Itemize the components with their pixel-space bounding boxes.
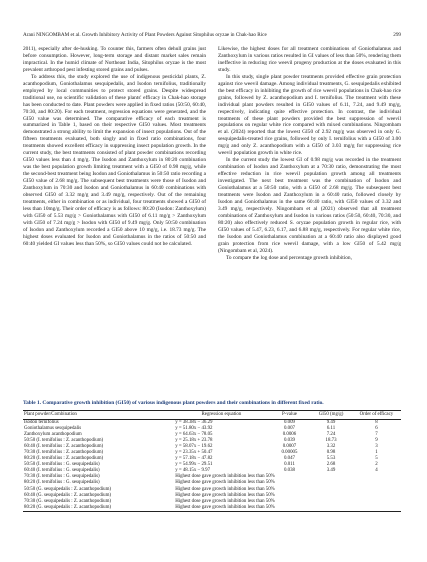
- table-body: [23, 420, 401, 512]
- left-column: [23, 46, 206, 248]
- paragraph: Likewise, the highest doses for all treatment combinations of Goniothalamus and Zanthoxylum in various ratios resulted in GI values of less than 50%, rendering them ineffective in reducing rice weevil progeny production at the doses evaluated in this study.: [218, 46, 401, 73]
- paragraph: 2011), especially after de-husking. To counter this, farmers often dehull grains just before consumption. However, long-term storage and distant market sales remain impractical. In the humid climate of Northeast India, Sitophilus oryzae is the most prevalent arthropod pest infesting stored grains and pulses.: [23, 46, 206, 73]
- cell-order: 1: [375, 450, 378, 456]
- cell-regression: y = 64.63x − 78.05: [175, 432, 213, 438]
- cell-pvalue: 0.00005: [281, 450, 298, 456]
- cell-regression: Highest dose gave growth inhibition less than 50%: [175, 492, 275, 498]
- cell-regression: y = 23.35x + 50.47: [175, 450, 213, 456]
- cell-pvalue: 0.039: [283, 438, 295, 444]
- cell-regression: y = 58.07x − 19.62: [175, 444, 213, 450]
- table-header-row: [23, 411, 401, 420]
- page-number: 299: [393, 32, 401, 38]
- column-header-regression: Regression equation: [174, 411, 269, 420]
- cell-plant: 60:40 (I. ternifolius : Z. acanthopodium): [24, 444, 104, 450]
- cell-regression: Highest dose gave growth inhibition less than 50%: [175, 474, 275, 480]
- cell-regression: Highest dose gave growth inhibition less than 50%: [175, 480, 275, 486]
- cell-gi50: 3.49: [326, 468, 336, 474]
- running-header: [23, 30, 401, 40]
- cell-plant: 80:20 (I. ternifolius : Z. acanthopodium): [24, 456, 104, 462]
- cell-order: 9: [375, 438, 378, 444]
- cell-order: 8: [375, 420, 378, 425]
- cell-gi50: 18.73: [325, 438, 337, 444]
- cell-pvalue: 0.038: [283, 468, 295, 474]
- cell-gi50: 0.98: [326, 450, 336, 456]
- cell-regression: y = 57.18x − 47.82: [175, 456, 213, 462]
- cell-regression: y = 25.18x + 23.78: [175, 438, 213, 444]
- cell-plant: Isodon ternifolius: [24, 420, 59, 425]
- table-row: [23, 505, 401, 512]
- cell-order: 5: [375, 456, 378, 462]
- cell-plant: 70:30 (I. ternifolius : Z. acanthopodium): [24, 450, 104, 456]
- cell-regression: y = 48.15x − 9.97: [175, 468, 211, 474]
- cell-plant: 80:20 (I. ternifolius : G. sesquipedalis): [24, 480, 100, 486]
- cell-gi50: 2.68: [326, 462, 336, 468]
- cell-plant: 50:50 (I. ternifolius : G. sesquipedalis): [24, 462, 100, 468]
- cell-gi50: 9.49: [326, 420, 336, 425]
- cell-gi50: 7.24: [326, 432, 336, 438]
- cell-plant: 60:40 (I. ternifolius : G. sesquipedalis): [24, 468, 100, 474]
- cell-plant: 50:50 (G. sesquipedalis : Z. acanthopodium): [24, 486, 112, 492]
- results-table: [23, 410, 401, 512]
- cell-pvalue: 0.007: [283, 426, 295, 432]
- cell-gi50: 3.32: [326, 444, 336, 450]
- paragraph: To compare the log dose and percentage growth inhibition,: [226, 254, 352, 261]
- cell-regression: Highest dose gave growth inhibition less than 50%: [174, 505, 401, 512]
- cell-pvalue: 0.0007: [282, 444, 297, 450]
- cell-regression: y = 54.99x − 29.51: [175, 462, 213, 468]
- paragraph: To address this, the study explored the use of indigenous pesticidal plants, Z. acanthopodium, Goniothalamus sesquipedalis, and Isodon ternifolius, traditionally employed by local communities to protect stored grains. Despite widespread traditional use, no scientific validation of these plants' efficacy in Chak-hao storage has been conducted to date. Plant powders were applied in fixed ratios (50:50, 60:40, 70:30, and 80:20). For each treatment, regression equations were generated, and the GI50 value was determined. The comparative efficacy of each treatment is summarized in Table 1, based on their respective GI50 values. Most treatments demonstrated a strong ability to limit the expansion of insect populations. Out of the fifteen treatments evaluated, both singly and in fixed ratio combinations, four treatments showed excellent efficacy in suppressing insect population growth. In the current study, the best treatments consisted of plant powder combinations recording GI50 values less than 4 mg/g. The Isodon and Zanthoxylum in 80:20 combination was the best population growth limiting treatment with a GI50 of 0.98 mg/g, while the second-best treatment being Isodon and Goniothalamus in 50:50 ratio recording a GI50 value of 2.68 mg/g. The subsequent best treatments were those of Isodon and Zanthoxylum in 70:30 and Isodon and Goniothalamus in 60:40 combinations with observed GI50 of 3.32 mg/g and 3.49 mg/g, respectively. Out of the remaining treatments, either in combination or as individual, four treatments showed a GI50 of less than 10mg/g. Their order of efficacy is as follows: 80:20 (Isodon: Zanthoxylum) with GI50 of 5.53 mg/g > Goniothalamus with GI50 of 6.11 mg/g > Zanthoxylum with GI50 of 7.24 mg/g > Isodon with GI50 of 9.49 mg/g. Only 50:50 combination of Isodon and Zanthoxylum recorded a GI50 above 10 mg/g, i.e. 18.73 mg/g. The highest doses evaluated for Isodon and Goniothalamus in the ratios of 50:50 and 60:40 yielded GI values less than 50%, so GI50 values could not be calculated.: [23, 73, 206, 247]
- cell-plant: 70:30 (G. sesquipedalis : Z. acanthopodium): [24, 498, 112, 504]
- table-caption: Table 1. Comparative growth inhibition (GI50) of various indigenous plant powders and their combinations in different fixed ratio.: [23, 400, 324, 406]
- cell-plant: 70:30 (I. ternifolius : G. sesquipedalis): [24, 474, 100, 480]
- cell-pvalue: 0.047: [283, 456, 295, 462]
- cell-gi50: 6.11: [326, 426, 336, 432]
- cell-order: 2: [375, 462, 378, 468]
- cell-plant: 50:50 (I. ternifolius : Z. acanthopodium): [24, 438, 104, 444]
- cell-regression: Highest dose gave growth inhibition less than 50%: [175, 486, 275, 492]
- cell-pvalue: 0.009: [283, 420, 295, 425]
- running-title: Arani NINGOMBAM et al. Growth Inhibitory Activity of Plant Powders Against Sitophilus oryzae in Chak-hao Rice: [23, 32, 267, 38]
- cell-gi50: 5.53: [326, 456, 336, 462]
- cell-regression: y = 51.80x − 43.92: [175, 426, 213, 432]
- cell-plant: Goniothalamus sesquipedalis: [24, 426, 82, 432]
- cell-pvalue: 0.0006: [282, 432, 297, 438]
- cell-plant: Zanthoxylum acanthopodium: [24, 432, 82, 438]
- cell-plant: 80:20 (G. sesquipedalis : Z. acanthopodium): [23, 505, 174, 512]
- cell-order: 3: [375, 444, 378, 450]
- column-header-plant: Plant powder/Combination: [23, 411, 174, 420]
- paragraph: In this study, single plant powder treatments provided effective grain protection against rice weevil damage. Among individual treatments, G. sesquipedalis exhibited the best efficacy in inhibiting the growth of rice weevil populations in Chak-hao rice grains, followed by Z. acanthopodium and I. ternifolius. The treatment with these individual plant powders resulted in GI50 values of 6.11, 7.24, and 9.49 mg/g, respectively, indicating quite effective protection. In contrast, the individual treatments of these plant powders provided the best suppression of weevil populations on regular white rice compared with mixed combinations. Ningombam et al. (2024) reported that the lowest GI50 of 2.92 mg/g was observed in only G. sesquipedalis-treated rice grains, followed by only I. ternifolius with a GI50 of 3.00 mg/g and only Z. acanthopodium with a GI50 of 3.03 mg/g for suppressing rice weevil population growth in white rice.: [218, 73, 401, 157]
- cell-regression: Highest dose gave growth inhibition less than 50%: [175, 498, 275, 504]
- right-column: [218, 46, 401, 262]
- cell-order: 4: [375, 468, 378, 474]
- column-header-gi50: GI50 (mg/g): [310, 411, 352, 420]
- column-header-order: Order of efficacy: [352, 411, 401, 420]
- paragraph: In the current study the lowest GI of 0.98 mg/g was recorded in the treatment combination of Isodon and Zanthoxylum at a 70:30 ratio, demonstrating the most effective reduction in rice weevil population growth among all treatments investigated. The next best treatment was the combination of Isodon and Goniothalamus at a 50:50 ratio, with a GI50 of 2.68 mg/g. The subsequent best treatments were Isodon and Zanthoxylum in a 60:40 ratio, followed closely by Isodon and Goniothalamus in the same 60:40 ratio, with GI50 values of 3.32 and 3.49 mg/g, respectively. Ningombam et al (2021) observed that all treatment combinations of Zanthoxylum and Isodon in various ratios (50:50, 60:40, 70:30, and 80:20) also effectively reduced S. oryzae population growth in regular rice, with GI50 values of 5.47, 6.23, 6.17, and 6.88 mg/g, respectively. For regular white rice, the Isodon and Goniothalamus combination at a 60:40 ratio also displayed good grain protection from rice weevil damage, with a low GI50 of 5.42 mg/g (Ningombam et al, 2024).: [218, 157, 401, 254]
- column-header-pvalue: P-value: [269, 411, 311, 420]
- cell-order: 6: [375, 426, 378, 432]
- cell-pvalue: 0.011: [284, 462, 295, 468]
- cell-regression: y = 38.38x − 36.29: [175, 420, 213, 425]
- cell-plant: 60:40 (G. sesquipedalis : Z. acanthopodium): [24, 492, 112, 498]
- cell-order: 7: [375, 432, 378, 438]
